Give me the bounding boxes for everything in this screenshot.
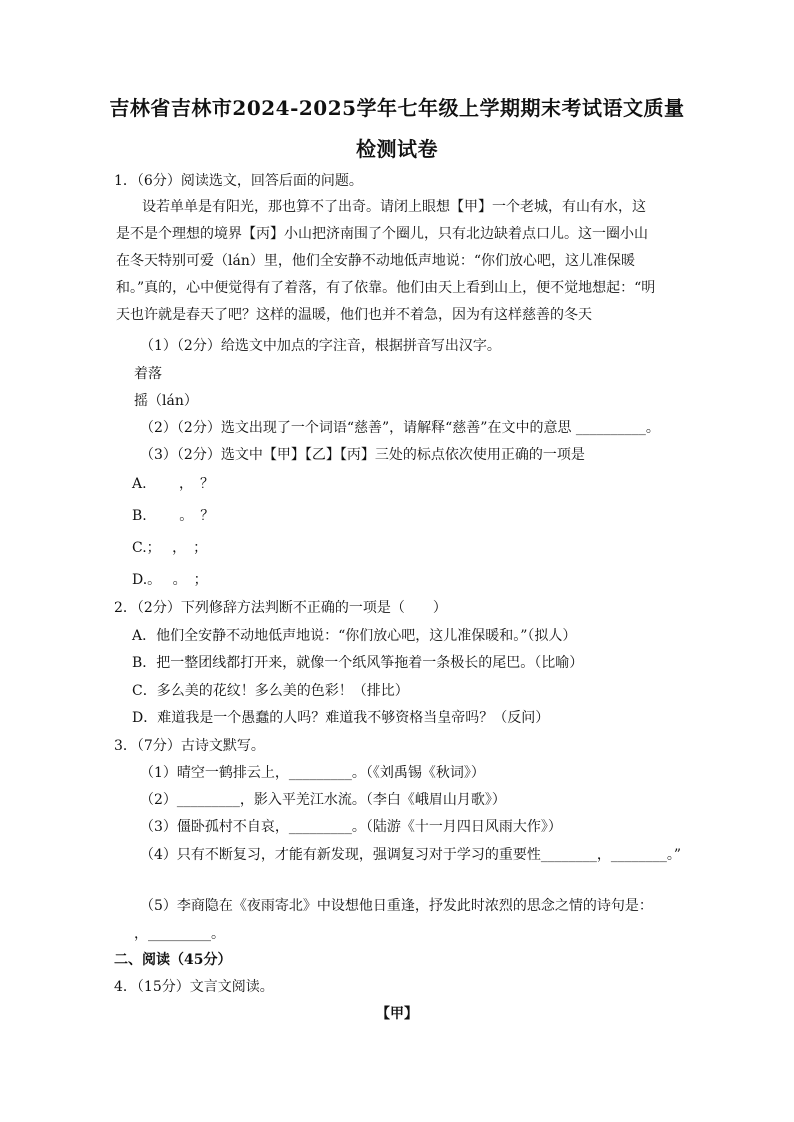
page-title: 吉林省吉林市2024-2025学年七年级上学期期末考试语文质量	[109, 96, 685, 120]
question-1-sub-2: （2）（2分）选文出现了一个词语“慈善”，请解释“慈善”在文中的意思 __________。	[140, 420, 660, 436]
question-3-item-5: （5）李商隐在《夜雨寄北》中设想他日重逢，抒发此时浓烈的思念之情的诗句是：	[140, 898, 653, 914]
question-1-stem: 1．（6分）阅读选文，回答后面的问题。	[114, 173, 363, 189]
reading-passage: 设若单单是有阳光，那也算不了出奇。请闭上眼想【甲】一个老城，有山有水，这是不是个理想的境界【丙】小山把济南围了个圈儿，只有北边缺着点口儿。这一圈小山在冬天特别可爱（lán）里，他们全安静不动地低声地说：“你们放心吧，这儿准保暖和。”真的，心中便觉得有了着落，有了依靠。他们由天上看到山上，便不觉地想起：“明天也许就是春天了吧？这样的温暖，他们也并不着急，因为有这样慈善的冬天	[116, 199, 656, 323]
question-1-sub-1-item-1: 着落	[134, 366, 162, 382]
question-4-stem: 4．（15分）文言文阅读。	[114, 979, 274, 995]
question-2-option-a: A．他们全安静不动地低声地说：“你们放心吧，这儿准保暖和。”（拟人）	[132, 628, 577, 644]
question-1-option-c: C.； ， ；	[132, 540, 208, 556]
question-3-item-5-answer: ，_________。	[134, 926, 225, 942]
question-3-item-1: （1）晴空一鹤排云上，_________。（《刘禹锡《秋词》）	[140, 765, 485, 781]
question-2-option-b: B．把一整团线都打开来，就像一个纸风筝拖着一条极长的尾巴。（比喻）	[132, 655, 584, 671]
question-3-stem: 3．（7分）古诗文默写。	[114, 738, 265, 754]
question-3-item-2: （2）_________，影入平羌江水流。（李白《峨眉山月歌》）	[140, 792, 506, 808]
question-1-option-d: D.。 。 ；	[132, 572, 208, 588]
question-2-option-c: C．多么美的花纹！多么美的色彩！（排比）	[132, 683, 409, 699]
passage-label-jia: 【甲】	[376, 1006, 418, 1022]
question-1-sub-3: （3）（2分）选文中【甲】【乙】【丙】三处的标点依次使用正确的一项是	[140, 447, 585, 463]
question-1-option-a: A. ， ？	[132, 476, 215, 492]
question-1-option-b: B. 。 ？	[132, 508, 215, 524]
section-heading-reading: 二、阅读（45分）	[114, 952, 232, 968]
question-3-item-3: （3）僵卧孤村不自哀，_________。（陆游《十一月四日风雨大作》）	[140, 819, 562, 835]
question-1-sub-1: （1）（2分）给选文中加点的字注音，根据拼音写出汉字。	[140, 338, 501, 354]
question-2-option-d: D．难道我是一个愚蠢的人吗？难道我不够资格当皇帝吗？（反问）	[132, 710, 550, 726]
page-title-line2: 检测试卷	[356, 137, 438, 161]
question-3-item-4: （4）只有不断复习，才能有新发现，强调复习对于学习的重要性________，________。”	[140, 847, 682, 863]
question-1-sub-1-item-2: 摇（lán）	[134, 393, 198, 409]
question-2-stem: 2．（2分）下列修辞方法判断不正确的一项是（ ）	[114, 600, 447, 616]
